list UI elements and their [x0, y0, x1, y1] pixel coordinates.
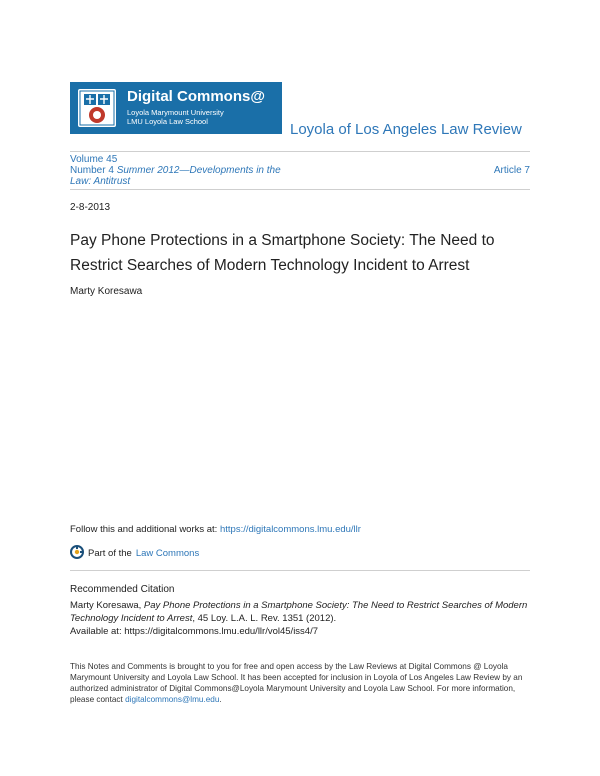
issue-title-2[interactable]: Law: Antitrust [70, 176, 131, 187]
citation-title: Pay Phone Protections in a Smartphone Society: The Need to Restrict Searches of Modern Technology Incident to Arrest [70, 600, 528, 624]
number-link[interactable]: Number 4 [70, 165, 114, 176]
publication-date: 2-8-2013 [70, 202, 111, 213]
access-notice [70, 661, 535, 705]
divider-mid [70, 189, 530, 190]
follow-line [70, 524, 361, 535]
lmu-crest-logo [78, 89, 116, 127]
citation-body [70, 599, 535, 638]
brand-title: Digital Commons@ [127, 88, 265, 105]
citation-author: Marty Koresawa, [70, 600, 144, 611]
brand-subtitle [127, 108, 224, 126]
citation-heading: Recommended Citation [70, 584, 175, 595]
brand-line-1: Loyola Marymount University [127, 108, 224, 117]
citation-source: , 45 Loy. L.A. L. Rev. 1351 (2012). [192, 613, 337, 624]
part-of-text: Part of the [88, 548, 132, 559]
journal-title-link[interactable]: Loyola of Los Angeles Law Review [290, 121, 522, 138]
part-of-line [70, 545, 199, 562]
notice-text: This Notes and Comments is brought to you for free and open access by the Law Reviews at Digital Commons @ Loyola Marymount University and Loyola Law School. It has been accepted for inclusion in Loyola of Los Angeles Law Review by an authorized administrator of Digital Commons@Loyola Marymount University and Loyola Law School. For more information, please contact [70, 662, 523, 704]
article-number[interactable]: Article 7 [493, 165, 530, 176]
follow-text: Follow this and additional works at: [70, 524, 220, 535]
follow-link[interactable]: https://digitalcommons.lmu.edu/llr [219, 524, 361, 535]
issue-info[interactable] [70, 154, 281, 187]
volume-link[interactable]: Volume 45 [70, 154, 118, 165]
contact-email-link[interactable]: digitalcommons@lmu.edu [125, 695, 220, 704]
paper-title: Pay Phone Protections in a Smartphone Society: The Need to Restrict Searches of Modern Technology Incident to Arrest [70, 232, 495, 274]
issue-title-1[interactable]: Summer 2012—Developments in the [116, 165, 281, 176]
notice-end: . [219, 695, 222, 704]
author-name: Marty Koresawa [70, 286, 143, 297]
brand-line-2: LMU Loyola Law School [127, 117, 208, 126]
divider-citation [70, 570, 530, 571]
law-commons-link[interactable]: Law Commons [135, 548, 200, 559]
network-icon [70, 545, 84, 562]
divider-top [70, 151, 530, 152]
available-prefix: Available at: [70, 626, 125, 637]
available-url[interactable]: https://digitalcommons.lmu.edu/llr/vol45/iss4/7 [124, 626, 319, 637]
